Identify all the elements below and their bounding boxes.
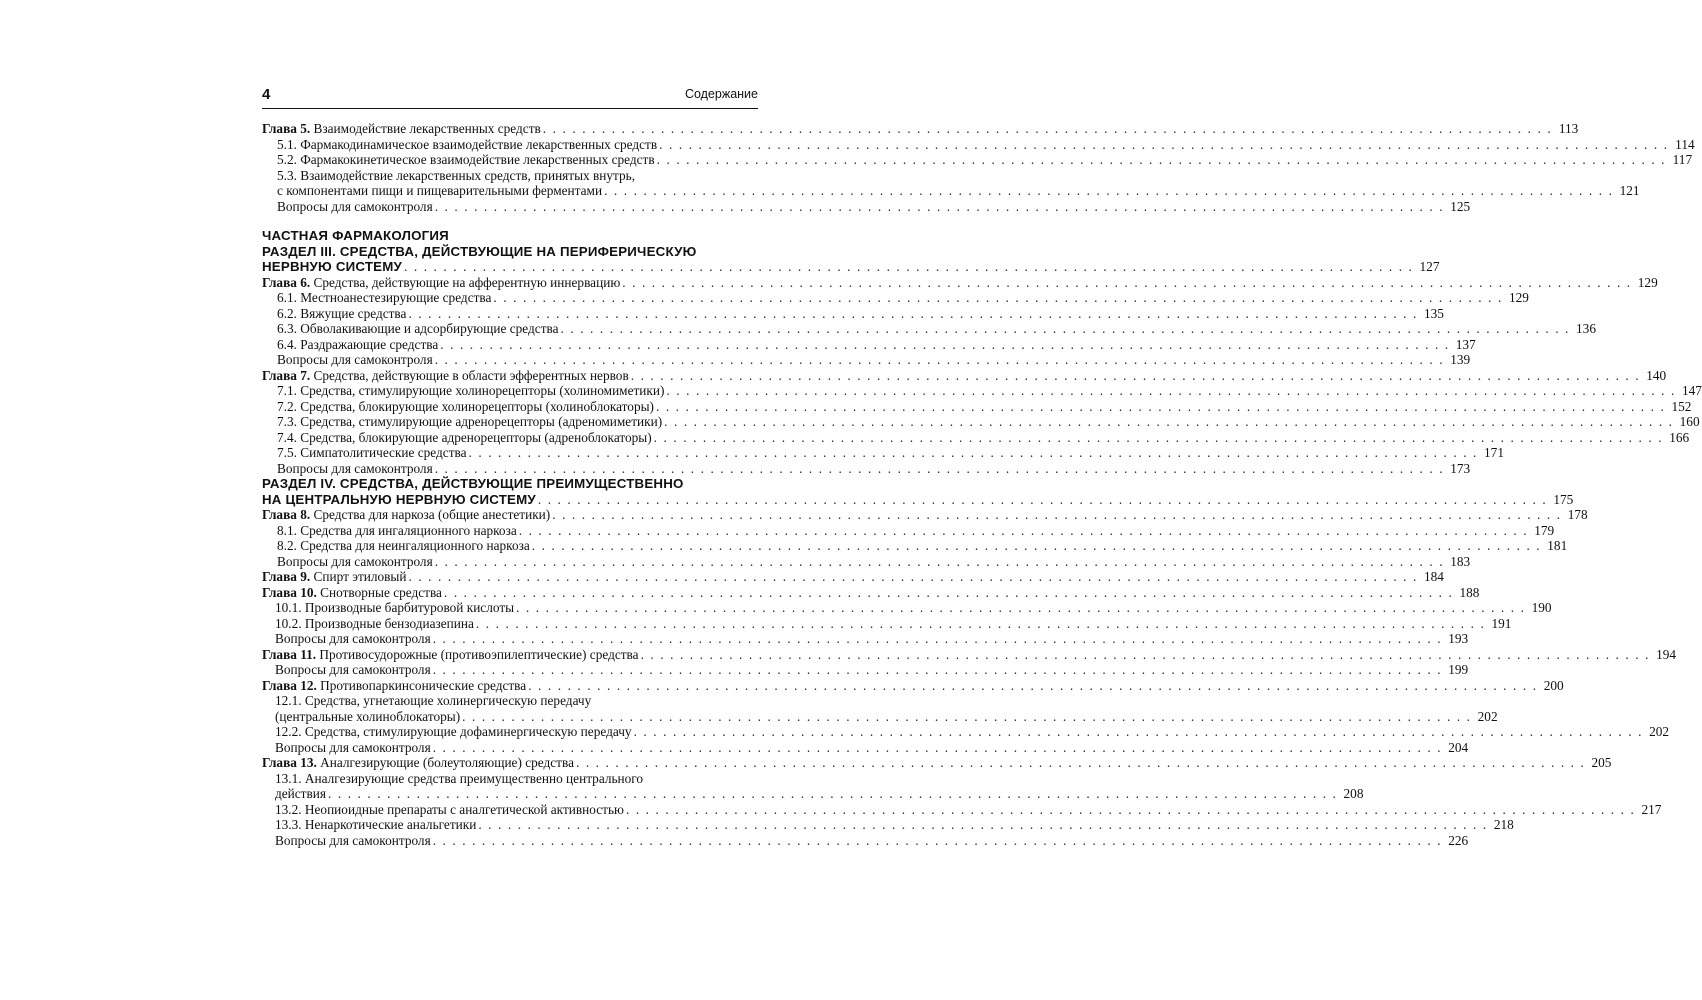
toc-page-number: 137 — [1455, 336, 1476, 352]
dot-leader — [519, 523, 1528, 539]
toc-entry-text: с компонентами пищи и пищеварительными ферментами — [277, 183, 603, 198]
toc-subsection-entry — [262, 801, 1662, 818]
toc-entry-title — [277, 137, 657, 153]
toc-page-number: 113 — [1558, 121, 1579, 136]
dot-leader — [657, 152, 1666, 168]
toc-page-number: 175 — [1553, 491, 1574, 507]
toc-subsection-entry — [262, 198, 1471, 215]
dot-leader — [435, 461, 1444, 477]
toc-subsection-entry — [262, 414, 1700, 430]
toc-entry-text: Вопросы для самоконтроля — [277, 460, 433, 476]
toc-page-number: 166 — [1669, 429, 1690, 445]
toc-entry-text: Вопросы для самоконтроля — [277, 352, 433, 367]
toc-chapter-entry — [262, 677, 1564, 694]
toc-entry-text: 13.2. Неопиоидные препараты с аналгетической активностью — [275, 801, 624, 817]
toc-page-number: 205 — [1591, 755, 1612, 770]
toc-entry-text: Вопросы для самоконтроля — [277, 198, 433, 214]
toc-entry-text: (центральные холиноблокаторы) — [275, 708, 461, 724]
toc-part-heading: РАЗДЕЛ III. СРЕДСТВА, ДЕЙСТВУЮЩИЕ НА ПЕРИФЕРИЧЕСКУЮ — [262, 243, 697, 259]
toc-page-number: 173 — [1450, 460, 1471, 476]
toc-entry-title — [277, 183, 602, 199]
toc-page-number: 136 — [1576, 321, 1596, 336]
toc-entry-text: 8.2. Средства для неингаляционного наркоза — [277, 538, 530, 553]
toc-entry-text: 7.2. Средства, блокирующие холинорецепторы (холиноблокаторы) — [277, 398, 654, 414]
toc-page-number: 191 — [1491, 615, 1512, 631]
toc-subsection-entry — [262, 724, 1670, 740]
toc-entry-text: Вопросы для самоконтроля — [275, 631, 431, 646]
toc-entry-text: 13.3. Ненаркотические анальгетики — [275, 817, 477, 832]
toc-entry-line: 5.3. Взаимодействие лекарственных средств, принятых внутрь, — [277, 167, 636, 183]
toc-page-number: 218 — [1493, 817, 1514, 832]
toc-page-number: 204 — [1448, 739, 1469, 755]
toc-page-number: 129 — [1637, 274, 1658, 290]
toc-page-number: 199 — [1448, 662, 1469, 677]
toc-chapter-entry — [262, 274, 1658, 291]
page-number: 4 — [262, 86, 271, 103]
toc-entry-text: 6.1. Местноанестезирующие средства — [277, 290, 492, 305]
dot-leader — [469, 445, 1478, 461]
toc-entry-title — [275, 662, 431, 678]
toc-subsection-entry — [262, 321, 1596, 337]
toc-entry-text: Средства, действующие на афферентную иннервацию — [310, 274, 621, 290]
toc-chapter-label: Глава 5. — [262, 121, 311, 136]
dot-leader — [626, 802, 1635, 818]
toc-chapter-label: Глава 8. — [262, 507, 311, 522]
toc-subsection-entry — [262, 631, 1469, 647]
toc-entry-title — [277, 538, 530, 554]
toc-page-number: 184 — [1424, 569, 1444, 584]
toc-entry-title — [262, 678, 526, 694]
toc-page-number: 190 — [1531, 600, 1552, 615]
toc-subsection-entry — [262, 305, 1444, 322]
toc-subsection-entry — [262, 398, 1692, 415]
toc-entry-text: Вопросы для самоконтроля — [275, 739, 431, 755]
dot-leader — [656, 399, 1665, 415]
toc-entry-title — [275, 833, 431, 849]
dot-leader — [538, 492, 1547, 508]
toc-entry-text: 6.2. Вяжущие средства — [277, 305, 407, 321]
toc-entry-title — [275, 817, 476, 833]
toc-entry-line: 12.1. Средства, угнетающие холинергическую передачу — [275, 693, 592, 708]
toc-entry-text: 6.4. Раздражающие средства — [277, 336, 439, 352]
toc-entry-title — [275, 631, 431, 647]
toc-entry-text: 12.2. Средства, стимулирующие дофаминергическую передачу — [275, 724, 632, 739]
toc-entry-text: Вопросы для самоконтроля — [275, 662, 431, 677]
toc-subsection-entry — [262, 152, 1693, 168]
dot-leader — [604, 183, 1613, 199]
toc-entry-title — [262, 585, 442, 601]
toc-page-number: 179 — [1534, 522, 1555, 538]
dot-leader — [634, 724, 1643, 740]
toc-page-number: 121 — [1619, 183, 1640, 198]
toc-entry-title — [275, 600, 514, 616]
toc-entry-text: действия — [275, 786, 327, 801]
toc-entry-title — [277, 399, 654, 415]
dot-leader — [532, 538, 1541, 554]
toc-subsection-entry — [262, 445, 1504, 461]
toc-chapter-entry — [262, 491, 1574, 508]
dot-leader — [435, 554, 1444, 570]
dot-leader — [435, 352, 1444, 368]
toc-part-heading: ЧАСТНАЯ ФАРМАКОЛОГИЯ — [262, 228, 449, 243]
dot-leader — [659, 137, 1668, 153]
toc-subsection-entry — [262, 336, 1476, 353]
dot-leader — [433, 740, 1442, 756]
toc-subsection-entry — [262, 352, 1471, 368]
toc-page-number: 117 — [1672, 152, 1693, 167]
section-title: Содержание — [684, 87, 758, 101]
toc-entry-text: 10.2. Производные бензодиазепина — [275, 615, 474, 631]
toc-entry-title — [275, 724, 632, 740]
toc-entry-title — [262, 368, 629, 384]
toc-entry-text: Спирт этиловый — [310, 569, 407, 584]
dot-leader — [433, 833, 1442, 849]
toc-entry-title — [262, 569, 406, 585]
toc-entry-title — [275, 616, 474, 632]
toc-subsection-entry — [262, 429, 1690, 446]
toc-chapter-entry — [262, 584, 1480, 601]
toc-chapter-entry — [262, 259, 1440, 275]
toc-entry-text: Противосудорожные (противоэпилептические) средства — [316, 646, 639, 662]
dot-leader — [543, 121, 1552, 137]
toc-page-number: 129 — [1508, 290, 1529, 305]
toc-entry-title — [262, 121, 541, 137]
toc-chapter-entry — [262, 755, 1612, 771]
dot-leader — [476, 616, 1485, 632]
dot-leader — [440, 337, 1449, 353]
dot-leader — [435, 199, 1444, 215]
running-header — [262, 86, 758, 109]
toc-entry-title — [277, 430, 652, 446]
toc-subsection-entry — [262, 708, 1498, 725]
toc-subsection-entry — [262, 662, 1469, 678]
toc-entry-text: 7.3. Средства, стимулирующие адренорецепторы (адреномиметики) — [277, 414, 663, 429]
dot-leader — [561, 321, 1570, 337]
toc-page-number: 202 — [1649, 724, 1670, 739]
toc-chapter-label: Глава 12. — [262, 677, 317, 693]
toc-entry-text: 7.4. Средства, блокирующие адренорецепторы (адреноблокаторы) — [277, 429, 652, 445]
toc-subsection-entry — [262, 538, 1568, 554]
dot-leader — [433, 631, 1442, 647]
toc-page-number: 160 — [1679, 414, 1700, 429]
toc-page-number: 178 — [1567, 507, 1588, 522]
toc-entry-text: 5.1. Фармакодинамическое взаимодействие лекарственных средств — [277, 136, 658, 152]
toc-chapter-label: Глава 11. — [262, 646, 317, 662]
toc-page-number: 193 — [1448, 631, 1469, 646]
toc-page-number: 183 — [1450, 553, 1471, 569]
toc-entry-title — [262, 275, 620, 291]
toc-page-number: 217 — [1641, 801, 1662, 817]
toc-subsection-entry — [262, 615, 1512, 632]
toc-subsection-entry — [262, 553, 1471, 570]
dot-leader — [576, 755, 1585, 771]
toc-entry-text: НЕРВНУЮ СИСТЕМУ — [262, 259, 402, 274]
dot-leader — [328, 786, 1337, 802]
dot-leader — [433, 662, 1442, 678]
dot-leader — [408, 306, 1417, 322]
dot-leader — [493, 290, 1502, 306]
dot-leader — [622, 275, 1631, 291]
toc-entry-text: Средства, действующие в области эфферентных нервов — [310, 367, 629, 383]
toc-entry-text: 7.1. Средства, стимулирующие холинорецепторы (холиномиметики) — [277, 383, 665, 398]
dot-leader — [528, 678, 1537, 694]
dot-leader — [666, 383, 1675, 399]
dot-leader — [408, 569, 1417, 585]
toc-page-number: 194 — [1656, 646, 1677, 662]
toc-entry-title — [277, 554, 433, 570]
toc-part-heading: РАЗДЕЛ IV. СРЕДСТВА, ДЕЙСТВУЮЩИЕ ПРЕИМУЩЕСТВЕННО — [262, 476, 684, 491]
toc-subsection-entry — [262, 383, 1702, 399]
toc-chapter-label: Глава 7. — [262, 367, 311, 383]
toc-subsection-entry — [262, 739, 1469, 756]
toc-chapter-label: Глава 10. — [262, 584, 317, 600]
toc-page-number: 202 — [1477, 708, 1498, 724]
toc-entry-text: НА ЦЕНТРАЛЬНУЮ НЕРВНУЮ СИСТЕМУ — [262, 491, 536, 507]
toc-subsection-entry — [262, 832, 1469, 849]
toc-subsection-entry — [262, 522, 1555, 539]
toc-entry-title — [275, 802, 624, 818]
dot-leader — [631, 368, 1640, 384]
dot-leader — [478, 817, 1487, 833]
toc-page-number: 208 — [1343, 786, 1364, 801]
toc-entry-text: 7.5. Симпатолитические средства — [277, 445, 467, 460]
toc-page-number: 188 — [1459, 584, 1480, 600]
toc-entry-title — [277, 152, 655, 168]
toc-entry-title — [262, 492, 536, 508]
dot-leader — [516, 600, 1525, 616]
toc-entry-title — [262, 507, 550, 523]
dot-leader — [641, 647, 1650, 663]
toc-subsection-entry — [262, 290, 1529, 306]
toc-chapter-entry — [262, 507, 1588, 523]
toc-entry-title — [277, 414, 662, 430]
toc-entry-title — [277, 445, 467, 461]
toc-entry-title — [277, 461, 433, 477]
toc-page-number: 114 — [1675, 136, 1695, 152]
dot-leader — [664, 414, 1673, 430]
toc-entry-text: 5.2. Фармакокинетическое взаимодействие лекарственных средств — [277, 152, 655, 167]
toc-entry-text: 10.1. Производные барбитуровой кислоты — [275, 600, 515, 615]
toc-page-number: 152 — [1671, 398, 1692, 414]
toc-chapter-entry — [262, 569, 1444, 585]
toc-entry-line: 13.1. Аналгезирующие средства преимущественно центрального — [275, 770, 644, 786]
toc-entry-text: Снотворные средства — [316, 584, 442, 600]
toc-entry-title — [262, 755, 574, 771]
toc-chapter-entry — [262, 121, 1579, 137]
toc-subsection-entry — [262, 786, 1364, 802]
toc-chapter-entry — [262, 646, 1677, 663]
toc-subsection-entry — [262, 136, 1695, 153]
toc-entry-text: 8.1. Средства для ингаляционного наркоза — [277, 522, 517, 538]
toc-subsection-entry — [262, 600, 1552, 616]
toc-page-number: 127 — [1419, 259, 1440, 274]
toc-entry-text: Вопросы для самоконтроля — [275, 832, 431, 848]
toc-entry-text: Вопросы для самоконтроля — [277, 553, 433, 569]
toc-entry-title — [262, 647, 639, 663]
toc-page-number: 147 — [1681, 383, 1702, 398]
dot-leader — [462, 709, 1471, 725]
toc-entry-title — [277, 383, 664, 399]
toc-page-number: 226 — [1448, 832, 1469, 848]
toc-subsection-entry — [262, 460, 1471, 477]
toc-entry-text: Противопаркинсонические средства — [316, 677, 527, 693]
toc-chapter-entry — [262, 367, 1667, 384]
toc-subsection-entry — [262, 817, 1514, 833]
toc-entry-text: Средства для наркоза (общие анестетики) — [310, 507, 551, 522]
toc-entry-text: Аналгезирующие (болеутоляющие) средства — [316, 755, 574, 770]
toc-entry-title — [277, 321, 559, 337]
toc-entry-title — [275, 709, 460, 725]
toc-page-number: 171 — [1484, 445, 1504, 460]
toc-entry-title — [277, 199, 433, 215]
toc-page-number: 200 — [1543, 677, 1564, 693]
toc-entry-title — [262, 259, 402, 275]
toc-chapter-label: Глава 6. — [262, 274, 311, 290]
toc-entry-title — [277, 337, 438, 353]
toc-page-number: 135 — [1423, 305, 1444, 321]
toc-entry-title — [277, 352, 433, 368]
toc-entry-title — [275, 786, 326, 802]
toc-page-number: 139 — [1450, 352, 1471, 367]
dot-leader — [654, 430, 1663, 446]
toc-entry-text: Взаимодействие лекарственных средств — [310, 121, 541, 136]
toc-spacer — [262, 214, 758, 228]
dot-leader — [404, 259, 1413, 275]
toc-entry-title — [277, 523, 517, 539]
toc-page-number: 125 — [1450, 198, 1471, 214]
table-of-contents — [262, 121, 1702, 848]
toc-entry-title — [275, 740, 431, 756]
toc-chapter-label: Глава 9. — [262, 569, 311, 584]
dot-leader — [552, 507, 1561, 523]
toc-chapter-label: Глава 13. — [262, 755, 317, 770]
toc-page-number: 140 — [1646, 367, 1667, 383]
toc-entry-text: 6.3. Обволакивающие и адсорбирующие средства — [277, 321, 559, 336]
dot-leader — [444, 585, 1453, 601]
toc-subsection-entry — [262, 183, 1640, 199]
toc-entry-title — [277, 290, 491, 306]
toc-page-number: 181 — [1547, 538, 1568, 553]
toc-entry-title — [277, 306, 406, 322]
